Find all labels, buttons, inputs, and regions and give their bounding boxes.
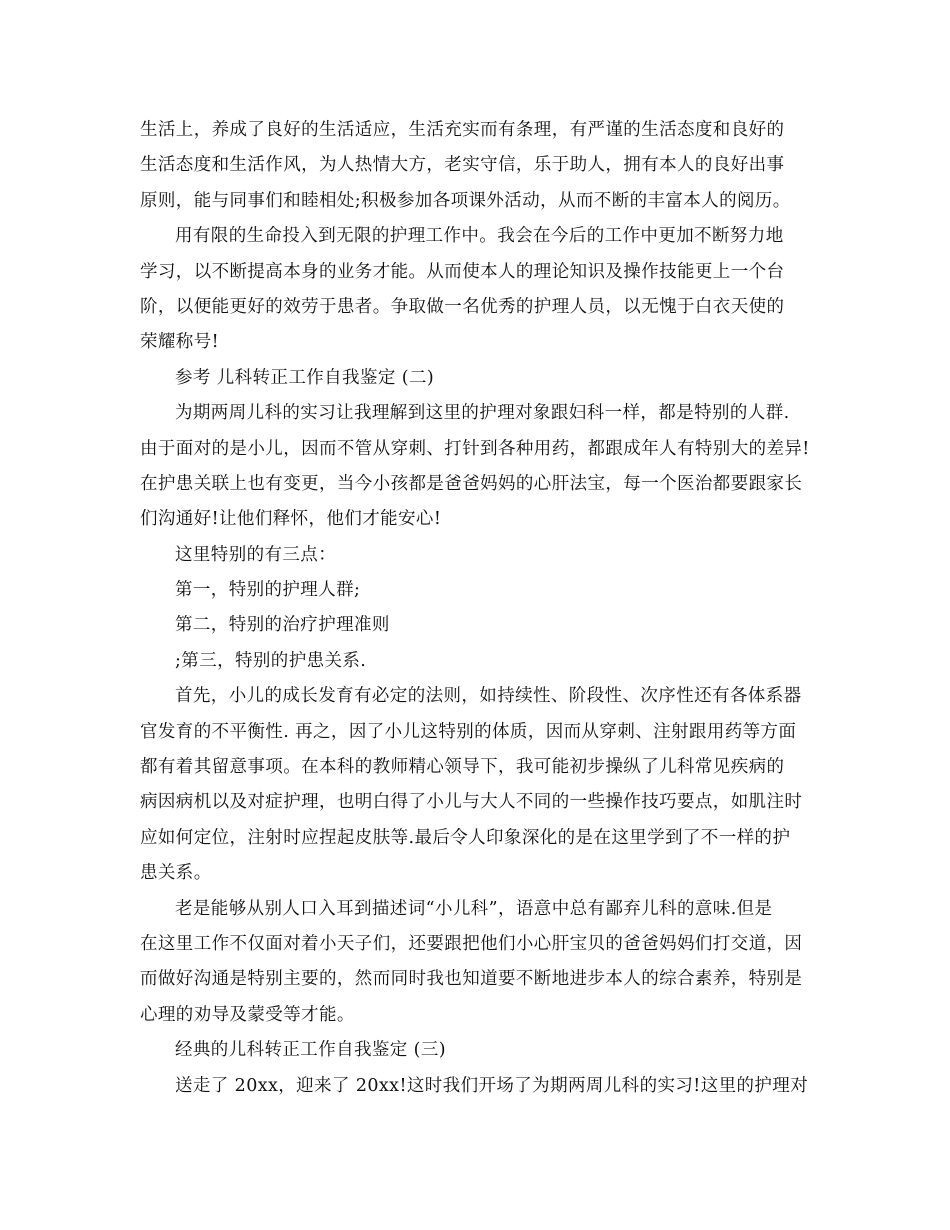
section-heading: 经典的儿科转正工作自我鉴定 (三) <box>175 1040 447 1061</box>
document-page <box>140 113 816 1104</box>
text-line: 官发育的不平衡性. 再之，因了小儿这特别的体质，因而从穿刺、注射跟用药等方面 <box>140 721 797 742</box>
text-line: 生活态度和生活作风，为人热情大方，老实守信，乐于助人，拥有本人的良好出事 <box>140 155 785 176</box>
text-line: 学习，以不断提高本身的业务才能。从而使本人的理论知识及操作技能更上一个台 <box>140 261 785 282</box>
text-line: 用有限的生命投入到无限的护理工作中。我会在今后的工作中更加不断努力地 <box>175 226 784 247</box>
text-line: 为期两周儿科的实习让我理解到这里的护理对象跟妇科一样，都是特别的人群. <box>175 403 790 424</box>
text-line: 由于面对的是小儿，因而不管从穿刺、打针到各种用药，都跟成年人有特别大的差异! <box>140 438 810 459</box>
text-line: 在这里工作不仅面对着小天子们，还要跟把他们小心肝宝贝的爸爸妈妈们打交道，因 <box>140 933 803 954</box>
text-line: 应如何定位，注射时应捏起皮肤等.最后令人印象深化的是在这里学到了不一样的护 <box>140 827 791 848</box>
text-line: 都有着其留意事项。在本科的教师精心领导下，我可能初步操纵了儿科常见疾病的 <box>140 757 785 778</box>
text-line: 这里特别的有三点： <box>175 544 337 565</box>
text-line: 而做好沟通是特别主要的，然而同时我也知道要不断地进步本人的综合素养，特别是 <box>140 969 803 990</box>
text-line: 荣耀称号! <box>140 332 220 353</box>
section-heading: 参考 儿科转正工作自我鉴定 (二) <box>175 367 435 388</box>
text-line: 们沟通好!让他们释怀，他们才能安心! <box>140 509 442 530</box>
text-line: 患关系。 <box>140 863 212 884</box>
text-line: 生活上，养成了良好的生活适应，生活充实而有条理，有严谨的生活态度和良好的 <box>140 120 785 140</box>
list-item: 第一，特别的护理人群; <box>175 580 361 601</box>
text-line: 心理的劝导及蒙受等才能。 <box>140 1004 355 1025</box>
list-item: 第二，特别的治疗护理准则 <box>175 615 390 636</box>
text-line: 首先，小儿的成长发育有必定的法则，如持续性、阶段性、次序性还有各体系器 <box>175 686 802 707</box>
list-item: ;第三，特别的护患关系. <box>175 650 367 671</box>
text-line: 在护患关联上也有变更，当今小孩都是爸爸妈妈的心肝法宝，每一个医治都要跟家长 <box>140 473 803 494</box>
text-line: 原则，能与同事们和睦相处;积极参加各项课外活动，从而不断的丰富本人的阅历。 <box>140 190 791 211</box>
text-line: 老是能够从别人口入耳到描述词“小儿科”，语意中总有鄙弃儿科的意味.但是 <box>175 898 773 919</box>
text-line: 病因病机以及对症护理，也明白得了小儿与大人不同的一些操作技巧要点，如肌注时 <box>140 792 803 813</box>
text-line: 送走了 20xx，迎来了 20xx!这时我们开场了为期两周儿科的实习!这里的护理对 <box>175 1075 809 1096</box>
text-line: 阶，以便能更好的效劳于患者。争取做一名优秀的护理人员，以无愧于白衣天使的 <box>140 296 785 317</box>
